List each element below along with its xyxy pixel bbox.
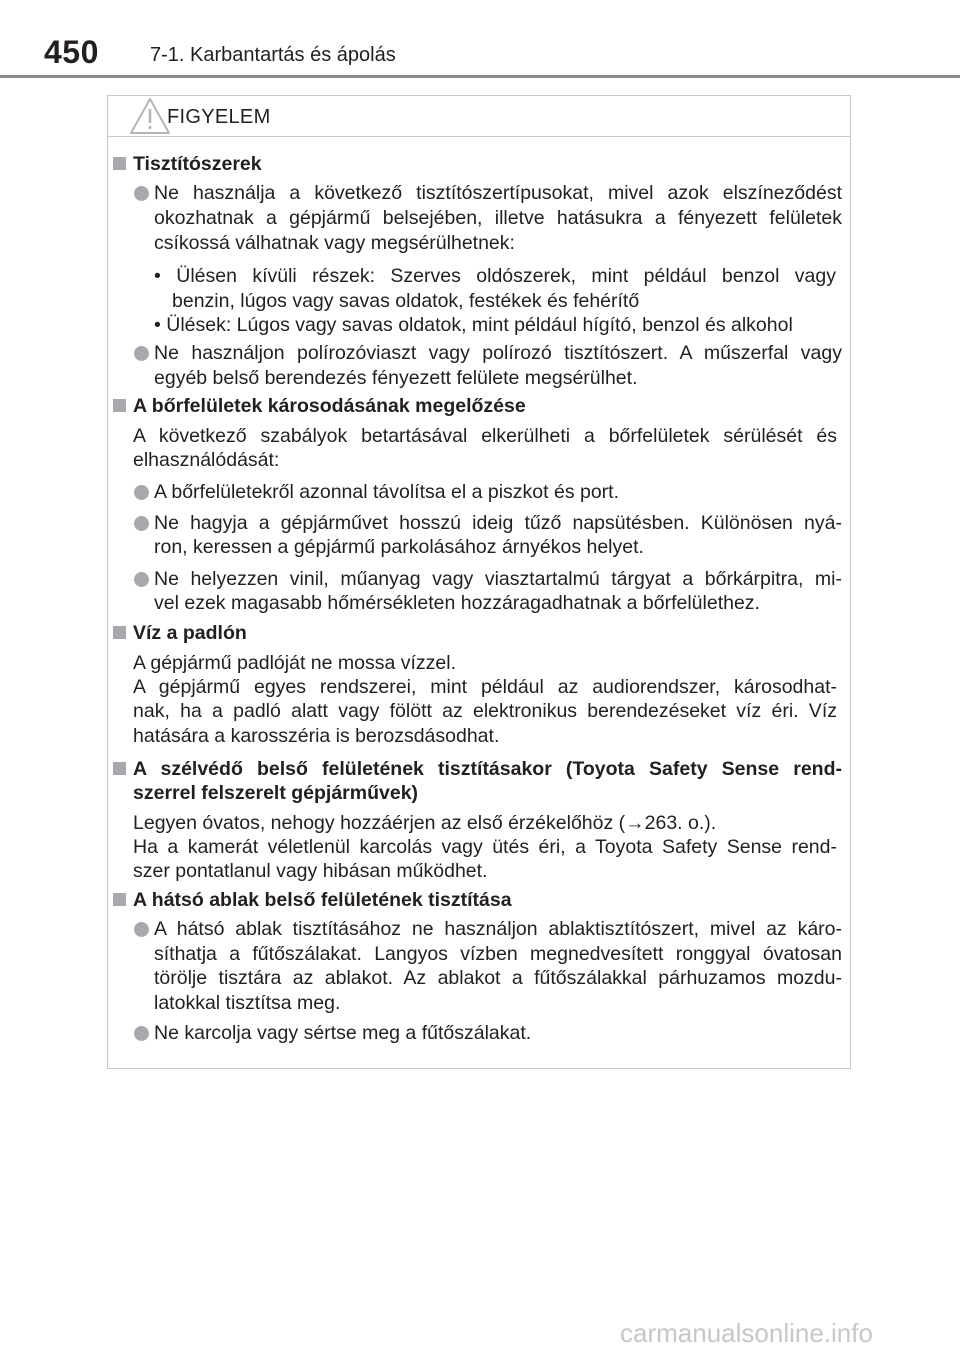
paragraph-line: elhasználódását: [133,449,280,471]
header-divider [0,75,960,78]
paragraph-line: latokkal tisztítsa meg. [154,992,341,1014]
section-heading: Tisztítószerek [133,153,262,175]
paragraph-line: Legyen óvatos, nehogy hozzáérjen az első érzékelőhöz (→263. o.). [133,812,717,834]
paragraph-line: síthatja a fűtőszálakat. Langyos vízben megnedvesített ronggyal óvatosan [154,943,842,965]
section-marker [113,626,126,639]
section-marker [113,399,126,412]
section-heading: A bőrfelületek károsodásának megelőzése [133,395,526,417]
paragraph-line: Ne helyezzen vinil, műanyag vagy viasztartalmú tárgyat a bőrkárpitra, mi- [154,568,842,590]
sub-item-line: • Ülésen kívüli részek: Szerves oldószerek, mint például benzol vagy [154,265,836,287]
section-heading: Víz a padlón [133,622,247,644]
paragraph-line: Ne hagyja a gépjárművet hosszú ideig tűző napsütésben. Különösen nyá- [154,512,842,534]
section-heading: A szélvédő belső felületének tisztításakor (Toyota Safety Sense rend- [133,758,842,780]
paragraph-line: Ha a kamerát véletlenül karcolás vagy ütés éri, a Toyota Safety Sense rend- [133,836,837,858]
paragraph-line: A következő szabályok betartásával elkerülheti a bőrfelületek sérülését és [133,425,837,447]
section-title: 7-1. Karbantartás és ápolás [150,44,396,66]
page-number: 450 [44,34,99,70]
section-heading: A hátsó ablak belső felületének tisztítása [133,889,512,911]
paragraph-line: A gépjármű egyes rendszerei, mint például az audiorendszer, károsodhat- [133,676,837,698]
page-header [0,0,960,80]
warning-triangle-icon [128,96,172,136]
paragraph-line: Ne használjon polírozóviaszt vagy polírozó tisztítószert. A műszerfal vagy [154,342,842,364]
caution-label: FIGYELEM [167,106,271,128]
section-marker [113,893,126,906]
watermark-logo: carmanualsonline.info [620,1318,873,1348]
paragraph-line: törölje tisztára az ablakot. Az ablakot a fűtőszálakkal párhuzamos mozdu- [154,967,842,989]
sub-item-line: • Ülések: Lúgos vagy savas oldatok, mint például hígító, benzol és alkohol [154,314,793,336]
section-heading: szerrel felszerelt gépjárművek) [133,782,419,804]
bullet-dot [134,572,149,587]
paragraph-line: szer pontatlanul vagy hibásan működhet. [133,860,488,882]
paragraph-line: egyéb belső berendezés fényezett felülete megsérülhet. [154,367,638,389]
caution-header [108,96,850,137]
paragraph-line: ron, keressen a gépjármű parkolásához árnyékos helyet. [154,536,644,558]
paragraph-line: vel ezek magasabb hőmérsékleten hozzáragadhatnak a bőrfelülethez. [154,592,760,614]
paragraph-line: A bőrfelületekről azonnal távolítsa el a piszkot és port. [154,481,620,503]
bullet-dot [134,346,149,361]
paragraph-line: Ne karcolja vagy sértse meg a fűtőszálakat. [154,1022,532,1044]
paragraph-line: hatására a karosszéria is berozsdásodhat. [133,725,500,747]
bullet-dot [134,516,149,531]
section-marker [113,157,126,170]
paragraph-line: A gépjármű padlóját ne mossa vízzel. [133,652,457,674]
paragraph-line: nak, ha a padló alatt vagy fölött az elektronikus berendezéseket víz éri. Víz [133,700,837,722]
bullet-dot [134,1026,149,1041]
bullet-dot [134,922,149,937]
paragraph-line: okozhatnak a gépjármű belsejében, illetve hatásukra a fényezett felületek [154,207,842,229]
paragraph-line: Ne használja a következő tisztítószertípusokat, mivel azok elszíneződést [154,182,842,204]
paragraph-line: csíkossá válhatnak vagy megsérülhetnek: [154,232,515,254]
paragraph-line: A hátsó ablak tisztításához ne használjon ablaktisztítószert, mivel az káro- [154,918,842,940]
section-marker [113,762,126,775]
sub-item-line: benzin, lúgos vagy savas oldatok, festékek és fehérítő [172,290,640,312]
bullet-dot [134,186,149,201]
bullet-dot [134,485,149,500]
